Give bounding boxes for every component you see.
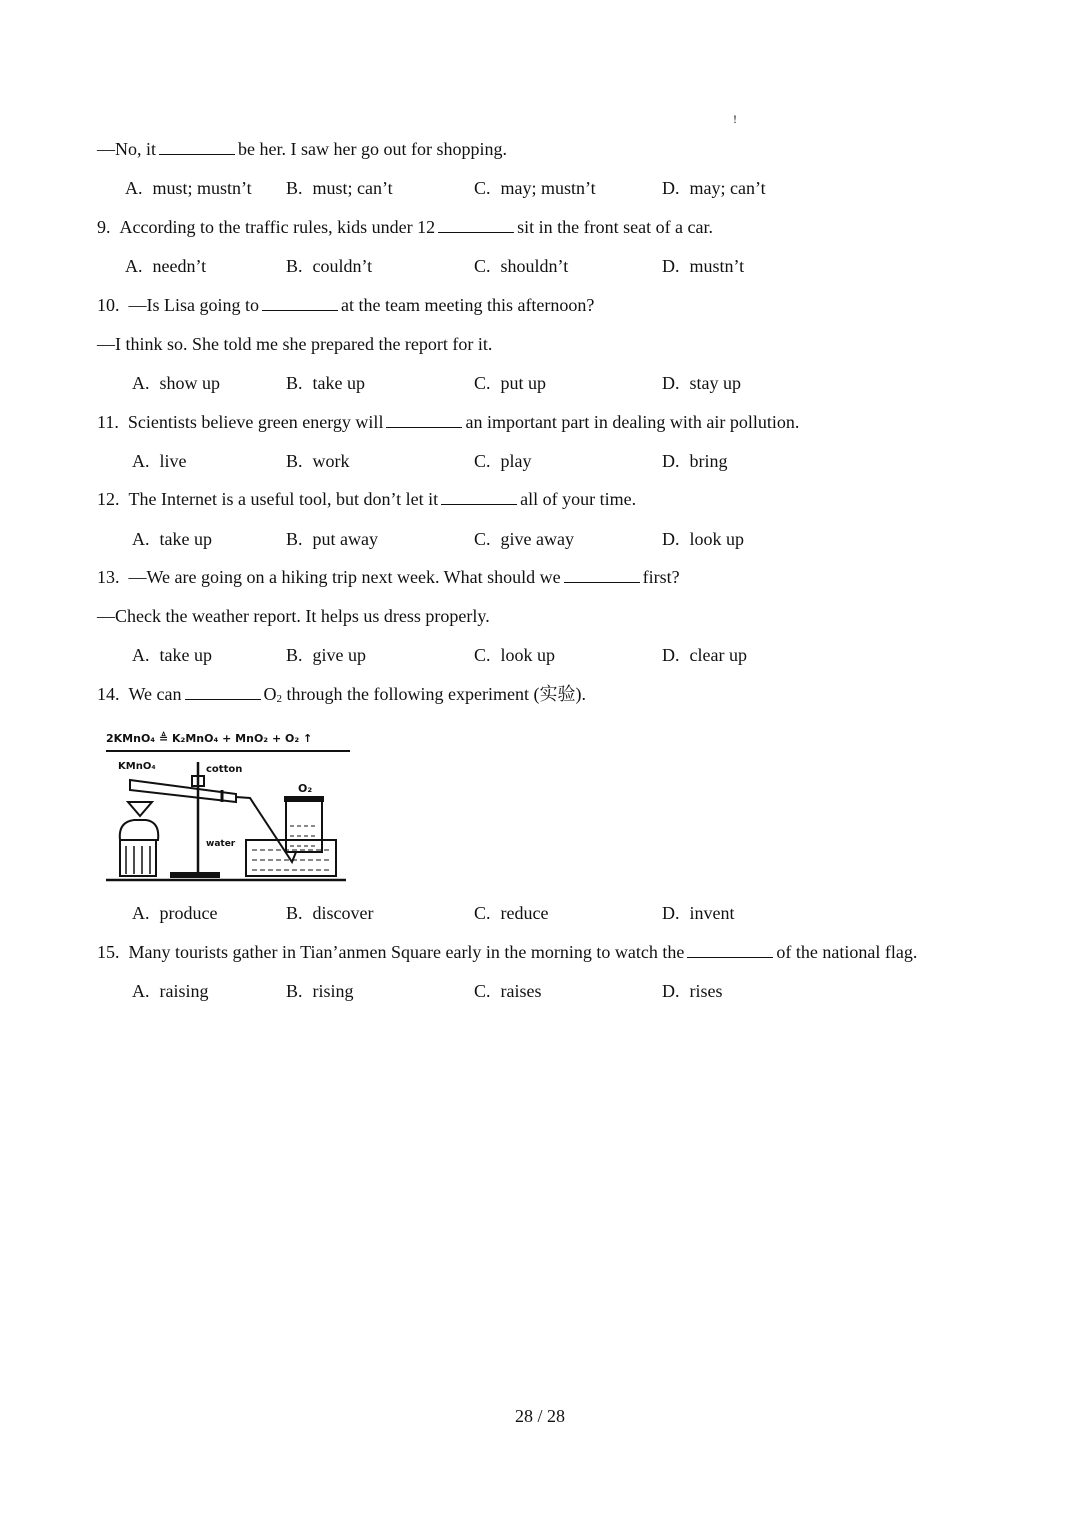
- option-letter: A.: [132, 903, 150, 923]
- option-c: [474, 901, 548, 925]
- option-text: invent: [689, 903, 735, 923]
- option-letter: D.: [662, 903, 680, 923]
- option-text: look up: [500, 645, 556, 665]
- option-d: [662, 527, 744, 551]
- option-letter: D.: [662, 451, 680, 471]
- text: The Internet is a useful tool, but don’t let it: [128, 489, 439, 509]
- option-letter: C.: [474, 981, 491, 1001]
- option-b: [286, 449, 350, 473]
- option-text: stay up: [689, 373, 741, 393]
- subscript: 2: [276, 693, 283, 705]
- option-text: produce: [159, 903, 218, 923]
- option-c: [474, 176, 596, 200]
- option-text: must; mustn’t: [152, 178, 252, 198]
- option-a: [132, 901, 217, 925]
- option-a: [125, 254, 206, 278]
- question-14: [97, 682, 586, 711]
- question-12: [97, 487, 636, 511]
- option-text: give away: [500, 529, 574, 549]
- option-letter: B.: [286, 981, 303, 1001]
- experiment-diagram: [100, 722, 356, 888]
- option-text: give up: [312, 645, 367, 665]
- option-text: couldn’t: [312, 256, 373, 276]
- option-a: [125, 176, 252, 200]
- option-text: mustn’t: [689, 256, 745, 276]
- option-letter: C.: [474, 373, 491, 393]
- option-text: put away: [312, 529, 378, 549]
- answer-blank: [687, 942, 773, 958]
- page-number: 28 / 28: [514, 1406, 565, 1426]
- option-text: take up: [312, 373, 365, 393]
- option-b: [286, 901, 374, 925]
- text: through the following experiment (实验).: [286, 684, 586, 704]
- option-c: [474, 449, 532, 473]
- option-text: put up: [500, 373, 547, 393]
- text: O: [263, 684, 277, 704]
- text: —Is Lisa going to: [128, 295, 259, 315]
- question-number: 11.: [97, 412, 119, 432]
- answer-blank: [564, 567, 640, 583]
- option-letter: C.: [474, 903, 491, 923]
- option-letter: D.: [662, 529, 680, 549]
- option-letter: C.: [474, 529, 491, 549]
- text: Many tourists gather in Tian’anmen Square early in the morning to watch the: [128, 942, 685, 962]
- option-letter: B.: [286, 529, 303, 549]
- test-tube: [130, 780, 236, 802]
- option-text: may; mustn’t: [500, 178, 596, 198]
- text: —No, it: [97, 139, 157, 159]
- option-letter: B.: [286, 373, 303, 393]
- option-c: [474, 979, 542, 1003]
- option-letter: D.: [662, 256, 680, 276]
- option-b: [286, 176, 393, 200]
- option-b: [286, 254, 372, 278]
- option-letter: A.: [125, 256, 143, 276]
- question-15: [97, 940, 917, 964]
- question-9: [97, 215, 713, 239]
- option-text: play: [500, 451, 532, 471]
- option-letter: D.: [662, 981, 680, 1001]
- option-text: raises: [500, 981, 542, 1001]
- option-d: [662, 643, 747, 667]
- option-b: [286, 643, 366, 667]
- option-text: shouldn’t: [500, 256, 569, 276]
- option-text: discover: [312, 903, 374, 923]
- option-letter: D.: [662, 645, 680, 665]
- option-letter: D.: [662, 178, 680, 198]
- option-letter: C.: [474, 178, 491, 198]
- answer-blank: [159, 139, 235, 155]
- option-text: work: [312, 451, 350, 471]
- option-text: take up: [159, 529, 212, 549]
- option-c: [474, 254, 568, 278]
- text: According to the traffic rules, kids under 12: [119, 217, 436, 237]
- option-d: [662, 979, 723, 1003]
- text: of the national flag.: [776, 942, 918, 962]
- text: sit in the front seat of a car.: [517, 217, 714, 237]
- continuation-line: [97, 137, 507, 161]
- text: first?: [642, 567, 680, 587]
- option-c: [474, 643, 555, 667]
- option-text: clear up: [689, 645, 747, 665]
- option-text: rises: [689, 981, 723, 1001]
- option-d: [662, 901, 735, 925]
- option-letter: A.: [132, 451, 150, 471]
- option-letter: C.: [474, 451, 491, 471]
- option-letter: A.: [132, 981, 150, 1001]
- stand-base: [170, 872, 220, 878]
- question-number: 9.: [97, 217, 111, 237]
- answer-blank: [185, 684, 261, 700]
- option-text: take up: [159, 645, 212, 665]
- option-letter: C.: [474, 256, 491, 276]
- option-text: may; can’t: [689, 178, 766, 198]
- question-13: [97, 565, 680, 589]
- option-text: show up: [159, 373, 221, 393]
- text: all of your time.: [520, 489, 637, 509]
- text: at the team meeting this afternoon?: [341, 295, 595, 315]
- option-d: [662, 449, 728, 473]
- option-text: must; can’t: [312, 178, 393, 198]
- question-11: [97, 410, 799, 434]
- diagram-equation: 2KMnO₄ ≜ K₂MnO₄ + MnO₂ + O₂ ↑: [106, 732, 313, 745]
- option-b: [286, 979, 354, 1003]
- option-c: [474, 527, 574, 551]
- label-cotton: cotton: [206, 764, 243, 775]
- top-mark: !: [733, 112, 737, 126]
- option-text: bring: [689, 451, 728, 471]
- option-a: [132, 643, 212, 667]
- option-text: rising: [312, 981, 354, 1001]
- text: —We are going on a hiking trip next week. What should we: [128, 567, 561, 587]
- option-letter: B.: [286, 256, 303, 276]
- option-letter: A.: [132, 645, 150, 665]
- option-letter: A.: [132, 529, 150, 549]
- option-d: [662, 254, 744, 278]
- label-o2: O₂: [298, 782, 313, 795]
- answer-blank: [438, 217, 514, 233]
- question-number: 15.: [97, 942, 120, 962]
- label-kmno4: KMnO₄: [118, 761, 156, 772]
- option-letter: A.: [125, 178, 143, 198]
- question-10: [97, 293, 594, 317]
- option-letter: B.: [286, 645, 303, 665]
- gas-bottle-cap: [284, 796, 324, 802]
- label-water: water: [206, 839, 236, 849]
- option-letter: B.: [286, 451, 303, 471]
- option-a: [132, 449, 187, 473]
- option-b: [286, 527, 378, 551]
- option-a: [132, 979, 209, 1003]
- alcohol-lamp-top: [128, 802, 152, 816]
- option-letter: D.: [662, 373, 680, 393]
- option-d: [662, 371, 741, 395]
- answer-blank: [262, 295, 338, 311]
- option-letter: A.: [132, 373, 150, 393]
- option-a: [132, 527, 212, 551]
- option-letter: C.: [474, 645, 491, 665]
- question-number: 12.: [97, 489, 120, 509]
- answer-blank: [441, 489, 517, 505]
- option-text: raising: [159, 981, 209, 1001]
- alcohol-lamp: [120, 820, 158, 840]
- option-b: [286, 371, 365, 395]
- option-d: [662, 176, 766, 200]
- option-letter: B.: [286, 178, 303, 198]
- option-text: live: [159, 451, 187, 471]
- text: We can: [128, 684, 182, 704]
- question-number: 13.: [97, 567, 120, 587]
- question-number: 10.: [97, 295, 120, 315]
- option-text: needn’t: [152, 256, 207, 276]
- reply-10: —I think so. She told me she prepared the report for it.: [97, 334, 493, 354]
- text: be her. I saw her go out for shopping.: [238, 139, 507, 159]
- question-number: 14.: [97, 684, 120, 704]
- answer-blank: [386, 412, 462, 428]
- text: Scientists believe green energy will: [127, 412, 384, 432]
- option-text: look up: [689, 529, 745, 549]
- option-c: [474, 371, 546, 395]
- reply-13: —Check the weather report. It helps us dress properly.: [97, 606, 490, 626]
- option-text: reduce: [500, 903, 549, 923]
- option-a: [132, 371, 220, 395]
- text: an important part in dealing with air pollution.: [465, 412, 800, 432]
- option-letter: B.: [286, 903, 303, 923]
